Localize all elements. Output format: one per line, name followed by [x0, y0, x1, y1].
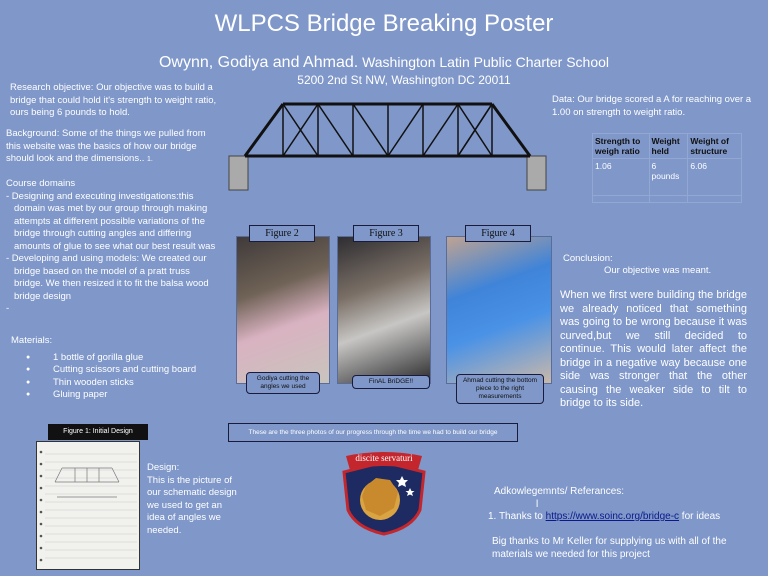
conclusion-body: When we first were building the bridge we already noticed that something was going to be wrong because it was curved,but we still decided to continue. This would later affect the bridge in a negative way because one side was stronger that the other causing the weaker side to tilt to bridge to its side.: [560, 289, 747, 409]
research-objective: Research objective: Our objective was to build a bridge that could hold it's strength to weight ratio, ours being 6 pounds to hold.: [10, 82, 217, 118]
authors-line: [0, 54, 768, 72]
table-header: Weight of structure: [688, 134, 742, 159]
table-cell: 1.06: [593, 159, 650, 196]
results-table: [592, 133, 742, 203]
poster-title: WLPCS Bridge Breaking Poster: [214, 10, 554, 37]
acknowledgements-heading: Adkowlegemnts/ Referances:: [494, 486, 625, 497]
figure-3-label: Figure 3: [353, 225, 419, 242]
figure-2-photo: [236, 236, 330, 384]
figure-1-label: Figure 1: Initial Design: [48, 424, 148, 440]
photo-note: These are the three photos of our progress through the time we had to build our bridge: [228, 423, 518, 442]
authors-names: Owynn, Godiya and Ahmad.: [158, 54, 359, 71]
table-header: Strength to weigh ratio: [593, 134, 650, 159]
reference-link[interactable]: https://www.soinc.org/bridge-c: [545, 511, 680, 522]
figure-4-photo: [446, 236, 552, 384]
material-item: ● Gluing paper: [11, 389, 211, 402]
figure-2-label: Figure 2: [249, 225, 315, 242]
domain-item: - Developing and using models: We created our bridge based on the model of a pratt truss bridge. We then resized it to fit the balsa wood bridge design: [6, 253, 209, 302]
schematic-sketch: [37, 442, 139, 569]
materials-heading: Materials:: [11, 335, 53, 346]
table-header: Weight held: [649, 134, 688, 159]
school-address: 5200 2nd St NW, Washington DC 20011: [297, 73, 511, 87]
logo-motto: discite servaturi: [355, 453, 413, 463]
table-cell: 6 pounds: [649, 159, 688, 196]
course-domains-heading: Course domains: [6, 178, 76, 189]
table-row: [593, 159, 742, 196]
design-description: Design: This is the picture of our schematic design we used to get an idea of angles we needed.: [147, 462, 237, 536]
data-summary: Data: Our bridge scored a A for reaching over a 1.00 on strength to weight ratio.: [552, 94, 752, 118]
background-footnote: 1.: [147, 156, 153, 163]
conclusion-heading: Conclusion:: [563, 253, 613, 264]
figure-4-label: Figure 4: [465, 225, 531, 242]
acknowledgement-suffix: for ideas: [679, 511, 721, 522]
domain-trailing-dash: -: [6, 303, 10, 314]
schematic-notebook-photo: [36, 441, 140, 570]
material-item: ● Cutting scissors and cutting board: [11, 364, 211, 377]
acknowledgement-prefix: 1. Thanks to: [488, 511, 546, 522]
acknowledgements-marker: l: [536, 499, 539, 510]
thanks-note: Big thanks to Mr Keller for supplying us with all of the materials we needed for this project: [492, 536, 727, 560]
materials-section: [11, 335, 211, 402]
figure-3-caption: FinAL BriDGE!!: [352, 375, 430, 389]
domain-item: - Designing and executing investigations:this domain was met by our group through making attempts at different possible variations of the bridge through cutting angles and differing amounts of glue to see what our best result was: [6, 190, 216, 252]
figure-4-caption: Ahmad cutting the bottom piece to the right measurements: [456, 374, 544, 404]
course-domains: [6, 178, 221, 316]
figure-2-caption: Godiya cutting the angles we used: [246, 372, 320, 394]
conclusion-summary: Our objective was meant.: [604, 265, 712, 276]
school-name: Washington Latin Public Charter School: [362, 54, 610, 70]
background-text: Background: Some of the things we pulled from this website was the basics of how our bridge should look and the dimensions..: [6, 128, 206, 164]
table-cell: 6.06: [688, 159, 742, 196]
pratt-truss-bridge-illustration: [228, 98, 550, 194]
background-section: [6, 128, 221, 167]
material-item: ● 1 bottle of gorilla glue: [11, 352, 211, 365]
material-item: ● Thin wooden sticks: [11, 377, 211, 390]
acknowledgement-item: [488, 511, 720, 522]
figure-3-photo: [337, 236, 431, 384]
